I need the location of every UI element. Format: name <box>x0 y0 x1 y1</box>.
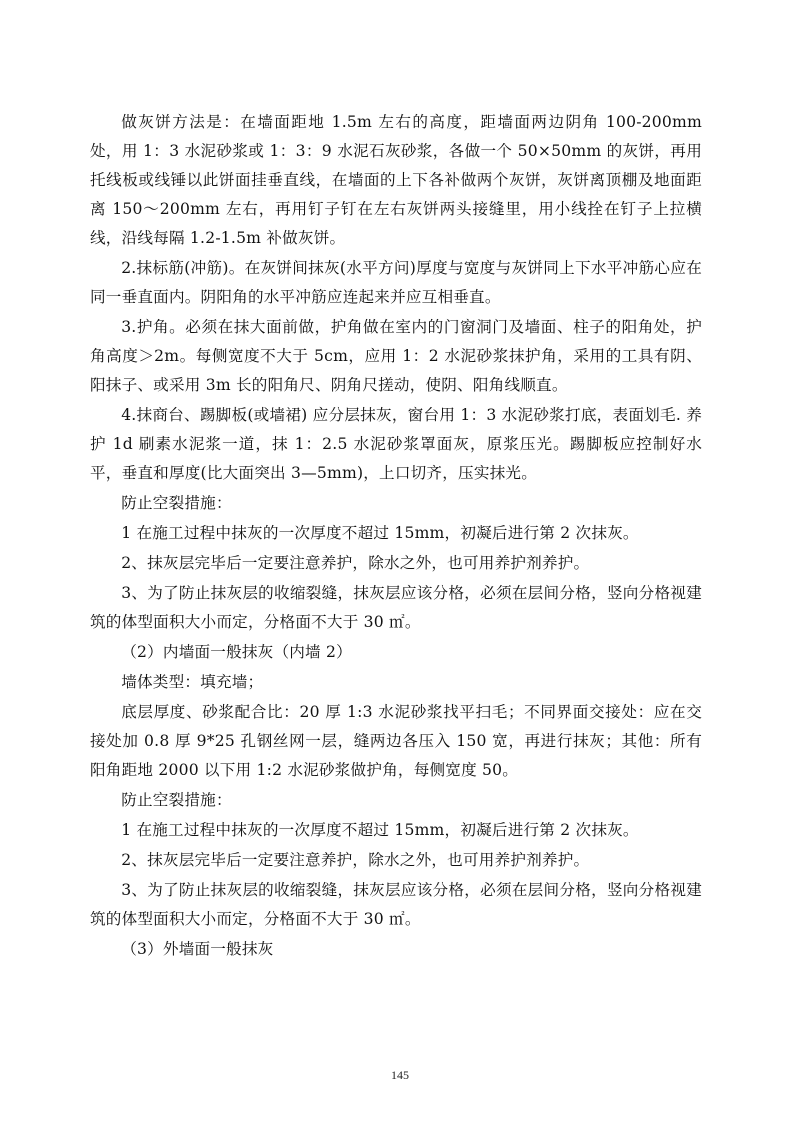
paragraph-crack-prevention-item-3b: 3、为了防止抹灰层的收缩裂缝，抹灰层应该分格，必须在层间分格，竖向分格视建筑的体型面积大小而定，分格面不大于 30 ㎡。 <box>90 881 702 928</box>
paragraph-crack-prevention-item-2: 2、抹灰层完毕后一定要注意养护，除水之外，也可用养护剂养护。 <box>121 554 590 572</box>
paragraph-crack-prevention-item-1: 1 在施工过程中抹灰的一次厚度不超过 15mm，初凝后进行第 2 次抹灰。 <box>121 524 639 542</box>
section-heading-interior-wall: （2）内墙面一般抹灰（内墙 2） <box>121 643 352 661</box>
paragraph-corner-protection: 3.护角。必须在抹大面前做，护角做在室内的门窗洞门及墙面、柱子的阳角处，护角高度＞2m。每侧宽度不大于 5cm，应用 1：2 水泥砂浆抹护角，采用的工具有阴、阳抹子、或采用 3m 长的阳角尺、阴角尺搓动，使阴、阳角线顺直。 <box>90 318 702 394</box>
section-heading-exterior-wall: （3）外墙面一般抹灰 <box>121 940 274 958</box>
paragraph-screeding-strips: 2.抹标筋(冲筋)。在灰饼间抹灰(水平方问)厚度与宽度与灰饼同上下水平冲筋心应在同一垂直面内。阴阳角的水平冲筋应连起来并应互相垂直。 <box>90 259 702 306</box>
paragraph-crack-prevention-heading: 防止空裂措施： <box>121 494 232 512</box>
page-number: 145 <box>391 1068 409 1082</box>
paragraph-windowsill-skirting: 4.抹商台、踢脚板(或墙裙) 应分层抹灰，窗台用 1：3 水泥砂浆打底，表面划毛. 养护 1d 刷素水泥浆一道，抹 1：2.5 水泥砂浆罩面灰，原浆压光。踢脚板应控制好水平，垂直和厚度(比大面突出 3—5mm)，上口切齐，压实抹光。 <box>90 406 702 482</box>
paragraph-crack-prevention-item-3: 3、为了防止抹灰层的收缩裂缝，抹灰层应该分格，必须在层间分格，竖向分格视建筑的体型面积大小而定，分格面不大于 30 ㎡。 <box>90 584 702 631</box>
document-body <box>90 108 702 964</box>
paragraph-base-layer-mix: 底层厚度、砂浆配合比：20 厚 1:3 水泥砂浆找平扫毛；不同界面交接处：应在交接处加 0.8 厚 9*25 孔钢丝网一层，缝两边各压入 150 宽，再进行抹灰；其他：所有阳角距地 2000 以下用 1:2 水泥砂浆做护角，每侧宽度 50。 <box>90 703 702 779</box>
paragraph-plaster-cake-method: 做灰饼方法是：在墙面距地 1.5m 左右的高度，距墙面两边阴角 100-200mm 处，用 1：3 水泥砂浆或 1：3：9 水泥石灰砂浆，各做一个 50×50mm 的灰饼，再用托线板或线锤以此饼面挂垂直线，在墙面的上下各补做两个灰饼，灰饼离顶棚及地面距离 150～200mm 左右，再用钉子钉在左右灰饼两头接缝里，用小线拴在钉子上拉横线，沿线每隔 1.2-1.5m 补做灰饼。 <box>90 113 702 247</box>
paragraph-crack-prevention-item-1b: 1 在施工过程中抹灰的一次厚度不超过 15mm，初凝后进行第 2 次抹灰。 <box>121 821 639 839</box>
paragraph-crack-prevention-item-2b: 2、抹灰层完毕后一定要注意养护，除水之外，也可用养护剂养护。 <box>121 851 590 869</box>
paragraph-crack-prevention-heading-2: 防止空裂措施： <box>121 791 232 809</box>
paragraph-wall-type: 墙体类型：填充墙； <box>121 673 264 691</box>
